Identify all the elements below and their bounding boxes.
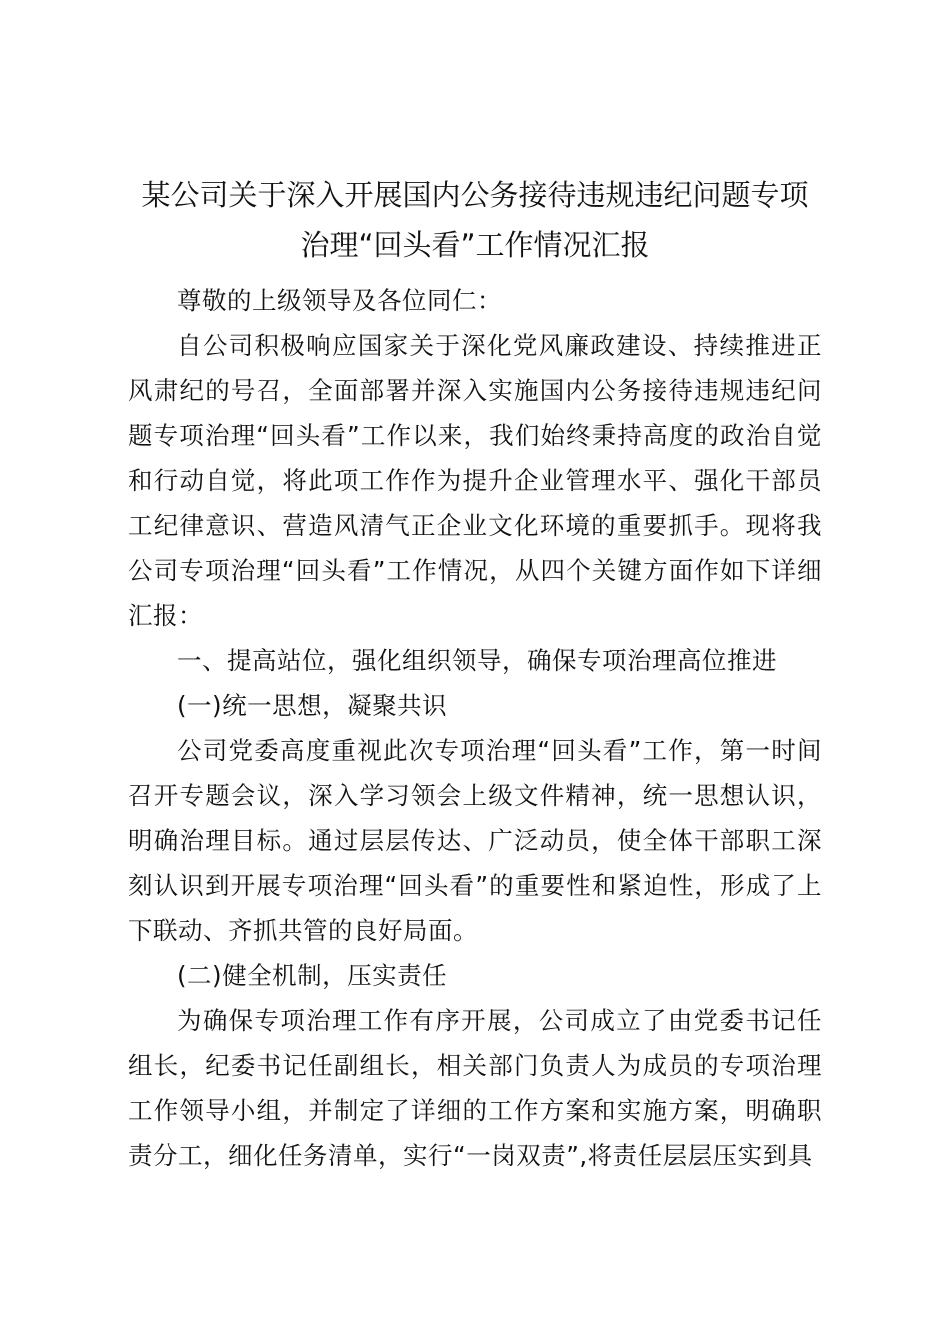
document-title: 某公司关于深入开展国内公务接待违规违纪问题专项治理“回头看”工作情况汇报 bbox=[141, 178, 809, 262]
subsection-body-2: 为确保专项治理工作有序开展，公司成立了由党委书记任组长，纪委书记任副组长，相关部门负责人为成员的专项治理工作领导小组，并制定了详细的工作方案和实施方案，明确职责分工，细化任务清单，实行“一岗双责”,将责任层层压实到具 bbox=[128, 1006, 822, 1170]
subsection-heading-1: (一)统一思想，凝聚共识 bbox=[177, 691, 448, 720]
subsection-heading-2: (二)健全机制，压实责任 bbox=[177, 961, 448, 990]
intro-paragraph: 自公司积极响应国家关于深化党风廉政建设、持续推进正风肃纪的号召，全面部署并深入实施国内公务接待违规违纪问题专项治理“回头看”工作以来，我们始终秉持高度的政治自觉和行动自觉，将此项工作作为提升企业管理水平、强化干部员工纪律意识、营造风清气正企业文化环境的重要抓手。现将我公司专项治理“回头看”工作情况，从四个关键方面作如下详细汇报： bbox=[128, 331, 822, 630]
subsection-body-1: 公司党委高度重视此次专项治理“回头看”工作，第一时间召开专题会议，深入学习领会上级文件精神，统一思想认识，明确治理目标。通过层层传达、广泛动员，使全体干部职工深刻认识到开展专项治理“回头看”的重要性和紧迫性，形成了上下联动、齐抓共管的良好局面。 bbox=[128, 736, 822, 945]
salutation: 尊敬的上级领导及各位同仁： bbox=[177, 286, 502, 315]
document-page bbox=[128, 170, 822, 1178]
section-heading-1: 一、提高站位，强化组织领导，确保专项治理高位推进 bbox=[177, 646, 777, 675]
